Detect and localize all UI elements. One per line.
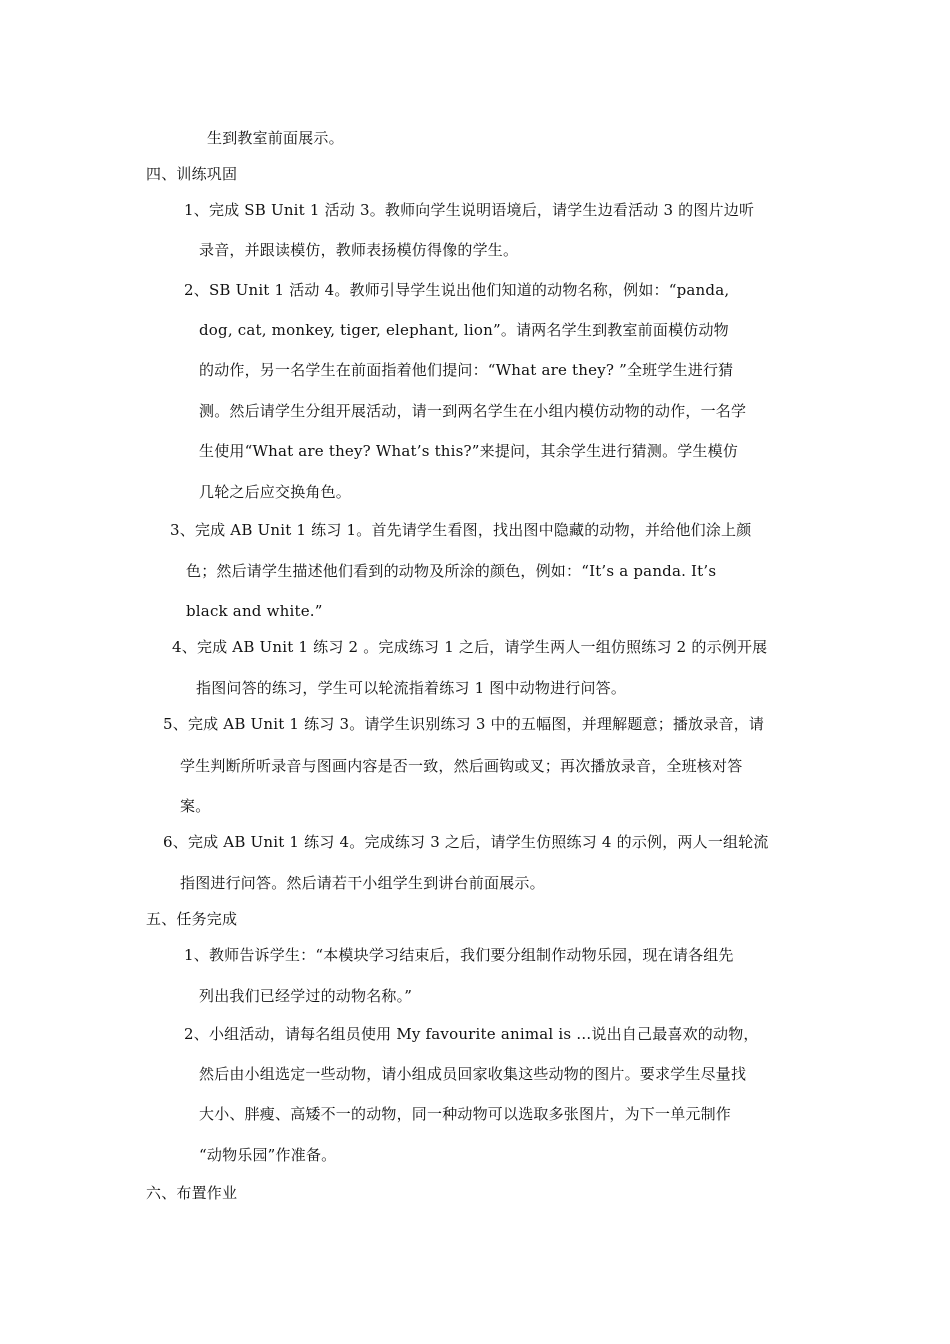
item-4-4-line-2: 指图问答的练习，学生可以轮流指着练习 1 图中动物进行问答。 [196, 679, 627, 697]
item-4-1-line-1: 1、完成 SB Unit 1 活动 3。教师向学生说明语境后，请学生边看活动 3 的图片边听 [184, 201, 755, 219]
item-4-4-line-1: 4、完成 AB Unit 1 练习 2 。完成练习 1 之后，请学生两人一组仿照练习 2 的示例开展 [172, 638, 768, 656]
section-heading-task: 五、任务完成 [146, 910, 238, 928]
item-4-2-line-2: dog, cat, monkey, tiger, elephant, lion”。请两名学生到教室前面模仿动物 [199, 321, 729, 339]
item-5-2-line-1: 2、小组活动，请每名组员使用 My favourite animal is …说出自己最喜欢的动物， [184, 1025, 759, 1043]
item-4-6-line-2: 指图进行问答。然后请若干小组学生到讲台前面展示。 [180, 874, 545, 892]
item-4-5-line-1: 5、完成 AB Unit 1 练习 3。请学生识别练习 3 中的五幅图，并理解题意；播放录音，请 [163, 715, 765, 733]
item-4-2-line-6: 几轮之后应交换角色。 [199, 483, 352, 501]
item-4-2-line-3: 的动作，另一名学生在前面指着他们提问：“What are they? ”全班学生进行猜 [199, 361, 734, 379]
item-5-1-line-1: 1、教师告诉学生：“本模块学习结束后，我们要分组制作动物乐园，现在请各组先 [184, 946, 734, 964]
item-4-3-line-1: 3、完成 AB Unit 1 练习 1。首先请学生看图，找出图中隐藏的动物，并给他们涂上颜 [170, 521, 752, 539]
item-4-1-line-2: 录音，并跟读模仿，教师表扬模仿得像的学生。 [199, 241, 519, 259]
section-heading-training: 四、训练巩固 [146, 165, 238, 183]
item-5-1-line-2: 列出我们已经学过的动物名称。” [199, 987, 413, 1005]
item-4-3-line-3: black and white.” [186, 602, 323, 620]
item-5-2-line-3: 大小、胖瘦、高矮不一的动物，同一种动物可以选取多张图片，为下一单元制作 [199, 1105, 732, 1123]
item-5-2-line-2: 然后由小组选定一些动物，请小组成员回家收集这些动物的图片。要求学生尽量找 [199, 1065, 747, 1083]
section-heading-homework: 六、布置作业 [146, 1184, 238, 1202]
item-4-2-line-5: 生使用“What are they? What’s this?”来提问，其余学生进行猜测。学生模仿 [199, 442, 739, 460]
item-5-2-line-4: “动物乐园”作准备。 [199, 1146, 337, 1164]
item-4-3-line-2: 色；然后请学生描述他们看到的动物及所涂的颜色，例如：“It’s a panda. It’s [186, 562, 717, 580]
item-4-6-line-1: 6、完成 AB Unit 1 练习 4。完成练习 3 之后，请学生仿照练习 4 的示例，两人一组轮流 [163, 833, 769, 851]
continuation-line: 生到教室前面展示。 [207, 129, 344, 147]
item-4-2-line-4: 测。然后请学生分组开展活动，请一到两名学生在小组内模仿动物的动作，一名学 [199, 402, 747, 420]
item-4-5-line-2: 学生判断所听录音与图画内容是否一致，然后画钩或叉；再次播放录音，全班核对答 [180, 757, 743, 775]
item-4-5-line-3: 案。 [180, 797, 211, 815]
item-4-2-line-1: 2、SB Unit 1 活动 4。教师引导学生说出他们知道的动物名称，例如：“panda, [184, 281, 730, 299]
